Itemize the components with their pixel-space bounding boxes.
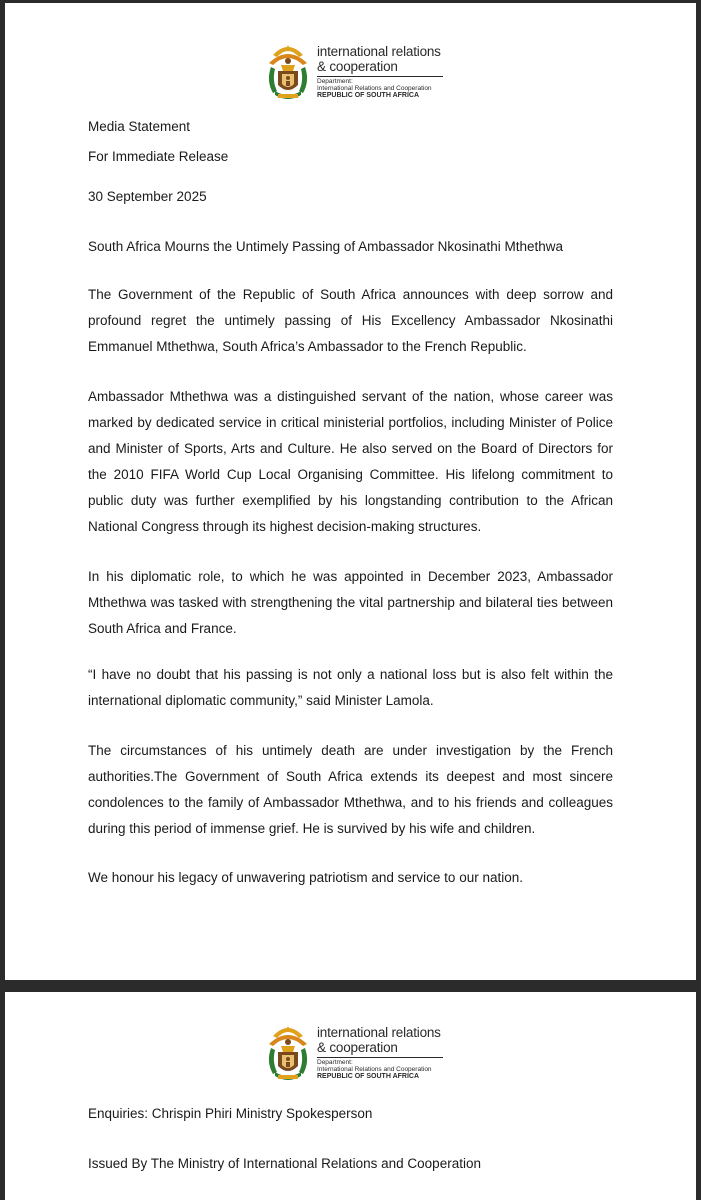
logo-department-label: Department: xyxy=(317,78,353,85)
dirco-logo xyxy=(263,41,453,105)
issued-by-line: Issued By The Ministry of International Relations and Cooperation xyxy=(88,1156,481,1171)
logo-line-2: & cooperation xyxy=(317,59,398,74)
document-page-2 xyxy=(5,992,696,1200)
coat-of-arms-icon xyxy=(263,41,313,103)
paragraph-6: We honour his legacy of unwavering patriotism and service to our nation. xyxy=(88,870,523,885)
logo-country: REPUBLIC OF SOUTH AFRICA xyxy=(317,1073,420,1080)
logo-line-1: international relations xyxy=(317,1025,441,1040)
release-note: For Immediate Release xyxy=(88,149,229,164)
coat-of-arms-icon xyxy=(263,1022,313,1084)
statement-type: Media Statement xyxy=(88,119,191,134)
statement-headline: South Africa Mourns the Untimely Passing of Ambassador Nkosinathi Mthethwa xyxy=(88,239,563,254)
paragraph-4: “I have no doubt that his passing is not only a national loss but is also felt within the international diplomatic community,” said Minister Lamola. xyxy=(88,667,613,708)
paragraph-1: The Government of the Republic of South Africa announces with deep sorrow and profound regret the untimely passing of His Excellency Ambassador Nkosinathi Emmanuel Mthethwa, South Africa’s Ambassador to the French Republic. xyxy=(88,287,613,354)
document-page-1 xyxy=(5,3,696,980)
statement-date: 30 September 2025 xyxy=(88,189,207,204)
dirco-logo xyxy=(263,1022,453,1086)
paragraph-3: In his diplomatic role, to which he was appointed in December 2023, Ambassador Mthethwa was tasked with strengthening the vital partnership and bilateral ties between South Africa and France. xyxy=(88,569,613,636)
logo-country: REPUBLIC OF SOUTH AFRICA xyxy=(317,92,420,99)
logo-line-2: & cooperation xyxy=(317,1040,398,1055)
paragraph-5: The circumstances of his untimely death are under investigation by the French authorities.The Government of South Africa extends its deepest and most sincere condolences to the family of Ambassador Mthethwa, and to his friends and colleagues during this period of immense grief. He is survived by his wife and children. xyxy=(88,743,613,836)
enquiries-line: Enquiries: Chrispin Phiri Ministry Spokesperson xyxy=(88,1106,373,1121)
logo-department-label: Department: xyxy=(317,1059,353,1066)
logo-line-1: international relations xyxy=(317,44,441,59)
logo-divider xyxy=(317,1057,443,1058)
logo-department-name: International Relations and Cooperation xyxy=(317,85,432,92)
logo-divider xyxy=(317,76,443,77)
paragraph-2: Ambassador Mthethwa was a distinguished servant of the nation, whose career was marked by dedicated service in critical ministerial portfolios, including Minister of Police and Minister of Sports, Arts and Culture. He also served on the Board of Directors for the 2010 FIFA World Cup Local Organising Committee. His lifelong commitment to public duty was further exemplified by his longstanding contribution to the African National Congress through its highest decision-making structures. xyxy=(88,389,613,534)
logo-department-name: International Relations and Cooperation xyxy=(317,1066,432,1073)
